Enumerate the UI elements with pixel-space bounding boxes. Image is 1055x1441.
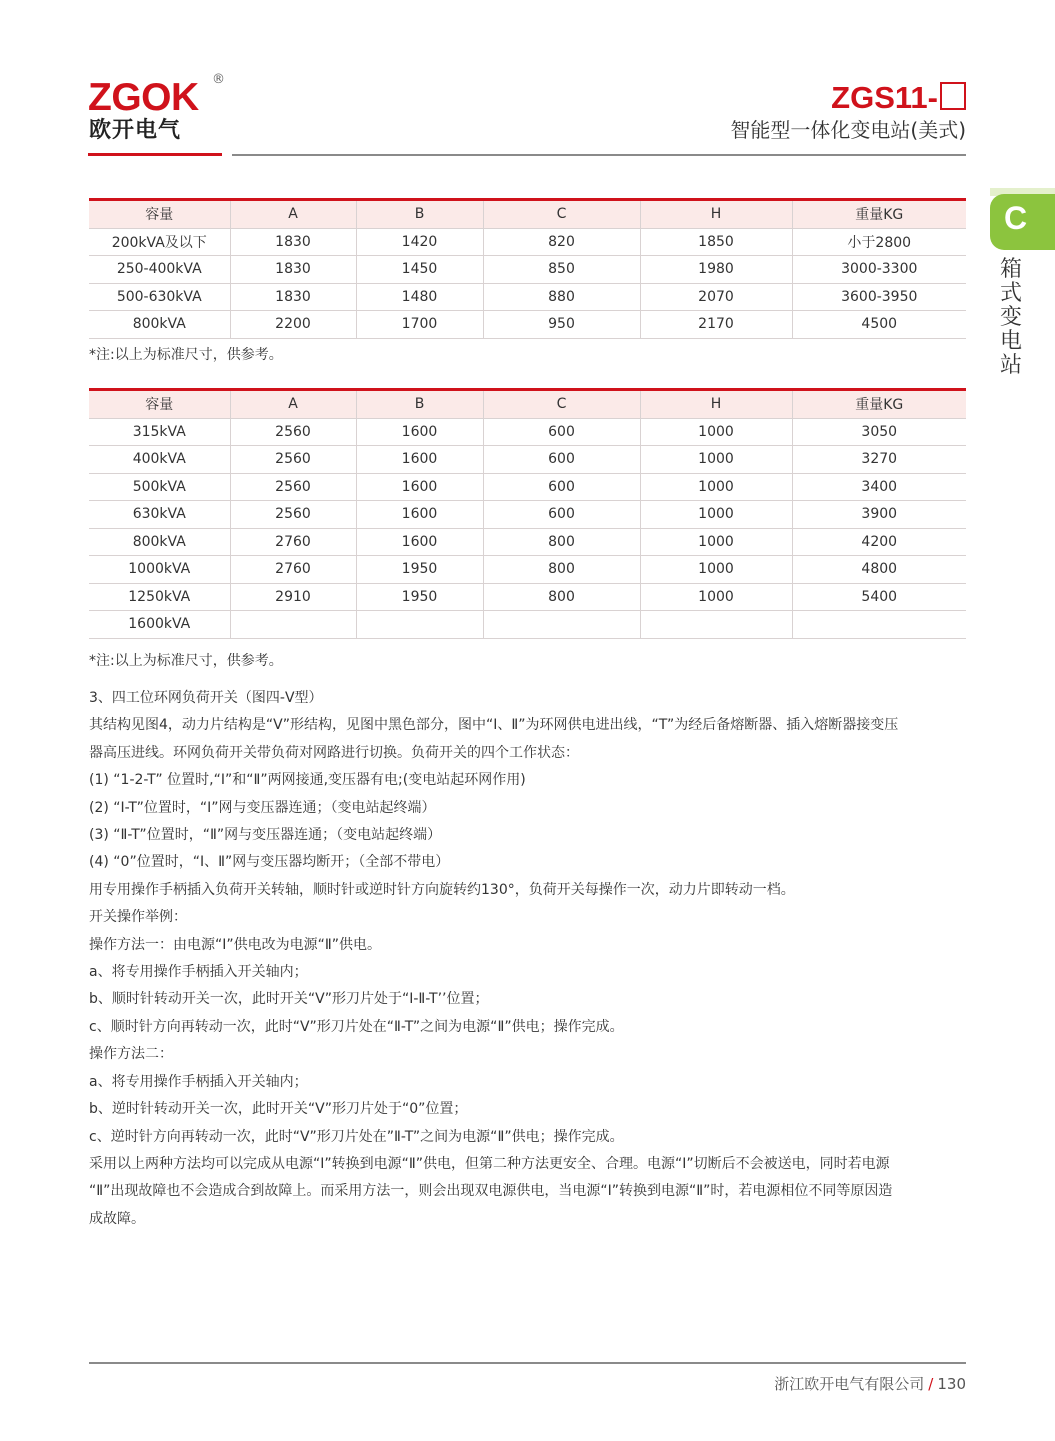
table-cell: 1000 bbox=[640, 528, 792, 556]
table-cell: 3000-3300 bbox=[792, 256, 966, 284]
column-header: H bbox=[640, 390, 792, 419]
table-cell: 3600-3950 bbox=[792, 283, 966, 311]
table-cell: 1420 bbox=[356, 228, 483, 256]
text-line: 3、四工位环网负荷开关（图四-V型） bbox=[89, 690, 323, 706]
text-line: “Ⅱ”出现故障也不会造成合到故障上。而采用方法一，则会出现双电源供电，当电源“Ⅰ”转换到电源“Ⅱ”时，若电源相位不同等原因造 bbox=[89, 1183, 893, 1200]
table-cell: 2070 bbox=[640, 283, 792, 311]
table-row bbox=[89, 473, 966, 501]
section-letter: C bbox=[1004, 200, 1028, 236]
table-cell: 2760 bbox=[230, 528, 356, 556]
text-line: 操作方法二： bbox=[89, 1046, 173, 1063]
table-cell: 2560 bbox=[230, 501, 356, 529]
table-cell: 2910 bbox=[230, 583, 356, 611]
table-cell: 1600kVA bbox=[89, 611, 230, 639]
text-line: 器高压进线。环网负荷开关带负荷对网路进行切换。负荷开关的四个工作状态： bbox=[89, 744, 579, 761]
text-line: (2) “Ⅰ-T”位置时，“Ⅰ”网与变压器连通；（变电站起终端） bbox=[89, 799, 436, 816]
registered-mark: ® bbox=[212, 72, 225, 87]
table-cell: 4200 bbox=[792, 528, 966, 556]
company-name: 浙江欧开电气有限公司 bbox=[774, 1375, 925, 1393]
table-cell: 3900 bbox=[792, 501, 966, 529]
table-cell: 2170 bbox=[640, 311, 792, 339]
section-tab bbox=[990, 194, 1055, 250]
table-cell: 1950 bbox=[356, 583, 483, 611]
column-header: B bbox=[356, 200, 483, 229]
table-cell: 2200 bbox=[230, 311, 356, 339]
table-row bbox=[89, 228, 966, 256]
product-model bbox=[831, 80, 966, 116]
column-header: 容量 bbox=[89, 200, 230, 229]
table-cell: 1830 bbox=[230, 228, 356, 256]
table-cell: 1480 bbox=[356, 283, 483, 311]
page-footer bbox=[774, 1373, 966, 1395]
table-cell bbox=[483, 611, 640, 639]
dimension-table-1 bbox=[89, 198, 966, 339]
header-divider bbox=[232, 154, 966, 156]
section-label-char: 电 bbox=[999, 329, 1022, 354]
table-cell: 1600 bbox=[356, 418, 483, 446]
table-cell: 1600 bbox=[356, 473, 483, 501]
table-cell: 315kVA bbox=[89, 418, 230, 446]
table-cell: 2560 bbox=[230, 446, 356, 474]
table-cell: 500kVA bbox=[89, 473, 230, 501]
table-row bbox=[89, 611, 966, 639]
section-label bbox=[997, 258, 1025, 378]
table-cell: 1000 bbox=[640, 446, 792, 474]
text-line: a、将专用操作手柄插入开关轴内； bbox=[89, 964, 308, 981]
text-line: 开关操作举例： bbox=[89, 909, 187, 926]
table-header-row bbox=[89, 390, 966, 419]
table-cell: 850 bbox=[483, 256, 640, 284]
table-row bbox=[89, 556, 966, 584]
table-cell bbox=[640, 611, 792, 639]
table-cell bbox=[230, 611, 356, 639]
table-cell: 1950 bbox=[356, 556, 483, 584]
table-cell: 5400 bbox=[792, 583, 966, 611]
table-cell: 1000 bbox=[640, 418, 792, 446]
table-row bbox=[89, 583, 966, 611]
column-header: A bbox=[230, 390, 356, 419]
table-cell: 小于2800 bbox=[792, 228, 966, 256]
text-line: (3) “Ⅱ-T”位置时，“Ⅱ”网与变压器连通；（变电站起终端） bbox=[89, 827, 442, 844]
table-cell: 200kVA及以下 bbox=[89, 228, 230, 256]
table-cell: 950 bbox=[483, 311, 640, 339]
table-row bbox=[89, 256, 966, 284]
footer-divider bbox=[89, 1362, 966, 1364]
table-cell bbox=[792, 611, 966, 639]
table-cell: 600 bbox=[483, 418, 640, 446]
table-cell: 800 bbox=[483, 556, 640, 584]
text-line: b、逆时针转动开关一次，此时开关“V”形刀片处于“0”位置； bbox=[89, 1101, 468, 1118]
table-row bbox=[89, 283, 966, 311]
table-cell: 600 bbox=[483, 446, 640, 474]
column-header: 重量KG bbox=[792, 390, 966, 419]
column-header: C bbox=[483, 200, 640, 229]
table1-note: *注:以上为标准尺寸，供参考。 bbox=[89, 347, 283, 363]
table-cell: 1000 bbox=[640, 501, 792, 529]
table-cell: 600 bbox=[483, 473, 640, 501]
table2-note: *注:以上为标准尺寸，供参考。 bbox=[89, 653, 283, 669]
table-cell: 1000 bbox=[640, 473, 792, 501]
table-row bbox=[89, 501, 966, 529]
logo-chinese-name: 欧开电气 bbox=[89, 118, 182, 143]
table-cell: 1600 bbox=[356, 528, 483, 556]
model-placeholder-box bbox=[940, 82, 966, 110]
table-cell: 250-400kVA bbox=[89, 256, 230, 284]
text-line: 成故障。 bbox=[89, 1210, 145, 1227]
table-cell: 1600 bbox=[356, 501, 483, 529]
text-line: (4) “0”位置时，“Ⅰ、Ⅱ”网与变压器均断开；（全部不带电） bbox=[89, 854, 450, 871]
table-cell: 2560 bbox=[230, 473, 356, 501]
table-row bbox=[89, 528, 966, 556]
table-cell: 800 bbox=[483, 528, 640, 556]
model-code: ZGS11- bbox=[831, 80, 938, 115]
table-cell: 1830 bbox=[230, 256, 356, 284]
table-cell: 1000 bbox=[640, 583, 792, 611]
table-row bbox=[89, 418, 966, 446]
logo-wordmark: ZGOK bbox=[88, 76, 199, 119]
table-cell: 1000kVA bbox=[89, 556, 230, 584]
table-cell: 2760 bbox=[230, 556, 356, 584]
text-line: c、顺时针方向再转动一次，此时“V”形刀片处在“Ⅱ-T”之间为电源“Ⅱ”供电；操作完成。 bbox=[89, 1018, 624, 1035]
footer-separator: / bbox=[928, 1375, 934, 1393]
table-cell: 1450 bbox=[356, 256, 483, 284]
table-cell: 800kVA bbox=[89, 311, 230, 339]
table-cell bbox=[356, 611, 483, 639]
table-cell: 500-630kVA bbox=[89, 283, 230, 311]
switch-description bbox=[89, 685, 969, 1233]
text-line: 用专用操作手柄插入负荷开关转轴，顺时针或逆时针方向旋转约130°，负荷开关每操作一次，动力片即转动一档。 bbox=[89, 881, 795, 898]
dimension-table-2 bbox=[89, 388, 966, 639]
brand-logo bbox=[88, 72, 228, 144]
table-cell: 1250kVA bbox=[89, 583, 230, 611]
section-label-char: 式 bbox=[999, 281, 1022, 306]
table-cell: 630kVA bbox=[89, 501, 230, 529]
column-header: 容量 bbox=[89, 390, 230, 419]
table-row bbox=[89, 446, 966, 474]
column-header: C bbox=[483, 390, 640, 419]
table-cell: 1000 bbox=[640, 556, 792, 584]
text-line: b、顺时针转动开关一次，此时开关“V”形刀片处于“Ⅰ-Ⅱ-T’’位置； bbox=[89, 991, 489, 1008]
table-cell: 3400 bbox=[792, 473, 966, 501]
text-line: 其结构见图4，动力片结构是“V”形结构，见图中黑色部分，图中“Ⅰ、Ⅱ”为环网供电进出线，“T”为经后备熔断器、插入熔断器接变压 bbox=[89, 717, 899, 734]
table-header-row bbox=[89, 200, 966, 229]
text-line: 操作方法一：由电源“Ⅰ”供电改为电源“Ⅱ”供电。 bbox=[89, 936, 382, 953]
page-number: 130 bbox=[937, 1375, 966, 1393]
table-row bbox=[89, 311, 966, 339]
text-line: 采用以上两种方法均可以完成从电源“Ⅰ”转换到电源“Ⅱ”供电，但第二种方法更安全、合理。电源“Ⅰ”切断后不会被送电，同时若电源 bbox=[89, 1155, 890, 1172]
text-line: (1) “1-2-T” 位置时,“Ⅰ”和“Ⅱ”两网接通,变压器有电;(变电站起环网作用) bbox=[89, 772, 526, 789]
table-cell: 1850 bbox=[640, 228, 792, 256]
table-cell: 3050 bbox=[792, 418, 966, 446]
column-header: A bbox=[230, 200, 356, 229]
table-cell: 800kVA bbox=[89, 528, 230, 556]
table-cell: 1700 bbox=[356, 311, 483, 339]
text-line: a、将专用操作手柄插入开关轴内； bbox=[89, 1073, 308, 1090]
table-cell: 1980 bbox=[640, 256, 792, 284]
table-cell: 2560 bbox=[230, 418, 356, 446]
table-cell: 1830 bbox=[230, 283, 356, 311]
column-header: H bbox=[640, 200, 792, 229]
text-line: c、逆时针方向再转动一次，此时“V”形刀片处在”Ⅱ-T”之间为电源“Ⅱ”供电；操作完成。 bbox=[89, 1128, 624, 1145]
section-label-char: 变 bbox=[999, 305, 1022, 330]
table-cell: 800 bbox=[483, 583, 640, 611]
column-header: 重量KG bbox=[792, 200, 966, 229]
table-cell: 1600 bbox=[356, 446, 483, 474]
table-cell: 4800 bbox=[792, 556, 966, 584]
section-label-char: 箱 bbox=[999, 257, 1022, 282]
logo-underline bbox=[88, 153, 222, 156]
table-cell: 3270 bbox=[792, 446, 966, 474]
product-subtitle: 智能型一体化变电站(美式) bbox=[730, 118, 966, 142]
table-cell: 400kVA bbox=[89, 446, 230, 474]
table-cell: 880 bbox=[483, 283, 640, 311]
section-label-char: 站 bbox=[999, 353, 1022, 378]
table-cell: 600 bbox=[483, 501, 640, 529]
table-cell: 4500 bbox=[792, 311, 966, 339]
table-cell: 820 bbox=[483, 228, 640, 256]
column-header: B bbox=[356, 390, 483, 419]
